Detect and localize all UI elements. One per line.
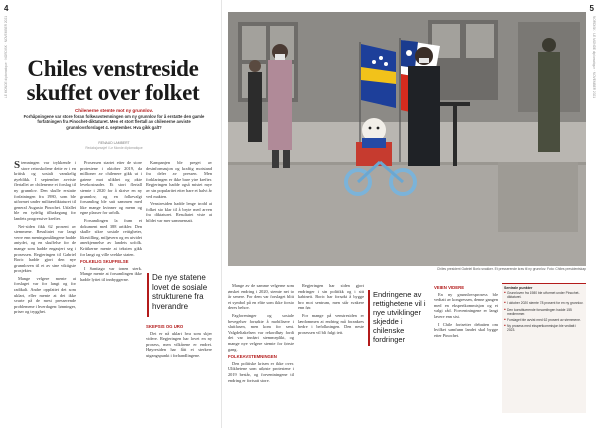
left-page-number: 4 bbox=[4, 4, 9, 13]
right-folio-strip: NORDISK · LE MONDE diplomatique · NOVEMBER 2021 bbox=[592, 16, 596, 99]
fact-list bbox=[504, 291, 584, 332]
subheading: VEIEN VIDERE bbox=[434, 285, 465, 290]
quote-bar bbox=[147, 273, 149, 317]
paragraph: Forsamlingen la fram et dokument med 388 artikler. Den skulle sikre sosiale rettigheter, likestilling, miljøvern og en utvidet anerkjennelse av landets urfolk. Kritikerne mente at teksten gikk for langt og ville svekke staten. bbox=[80, 217, 142, 257]
article-headline: Chiles venstreside skuffet over folket bbox=[26, 56, 200, 105]
fact-box-title: Sentrale punkter bbox=[504, 286, 533, 290]
fact-item: ■ Den konstituerende forsamlingen hadde 155 medlemmer. bbox=[504, 308, 584, 316]
paragraph: I Santiago var tonen sterk. Mange mente at forsamlingen ikke hadde lyttet til innbyggerne. bbox=[80, 265, 142, 282]
paragraph: Prosessen startet etter de store protestene i oktober 2019, da millioner av chilenere gikk ut i gatene mot ulikhet og økte levekostnader. Et stort flertall stemte i 2020 for å skrive en ny grunnlov, og en folkevalgt forsamling ble satt sammen med like mange kvinner og menn og egne plasser for urfolk. bbox=[80, 160, 142, 216]
subheading: SKEPSIS OG URO bbox=[146, 324, 184, 329]
article-photo bbox=[228, 12, 586, 266]
article-kicker: Chilenerne stemte mot ny grunnlov. bbox=[74, 108, 154, 113]
paragraph: Stemningen var trykkende i store retroskolene dette er i en kritisk og sosialt vanskelig øyeblikk. I september avviste flertallet av chilenerne et forslag til ny grunnlov. Den skulle erstatte forfatningen fra 1980, som ble utformet under militærdiktaturet til general Augusto Pinochet. Utfallet ble en tydelig tilbakegang for landets progressive krefter. bbox=[14, 160, 76, 221]
pull-quote-text: De nye statene lovet de sosiale strukturene fra hverandre bbox=[152, 273, 208, 311]
subheading: FOLKELIG SKUFFELSE bbox=[80, 259, 129, 265]
fact-item: ■ Grunnloven fra 1980 ble utformet under Pinochet-diktaturet. bbox=[504, 291, 584, 299]
pull-quote-1 bbox=[147, 273, 211, 317]
body-column-6 bbox=[434, 283, 498, 422]
paragraph: For mange på venstresiden er lærdommen at endring må forankres bedre i befolkningen. Den neste prosessen vil bli fulgt tett. bbox=[298, 312, 364, 335]
photo-illustration bbox=[228, 12, 586, 266]
paragraph: Regjeringen har siden gjort endringer i sin politikk og i sitt kabinett. Boric har forsøkt å bygge bro mot sentrum, men står svakere enn før. bbox=[298, 283, 364, 311]
paragraph: Den politiske krisen er ikke over. Ulikhetene som utløste protestene i 2019 består, og forventningene til endring er fortsatt store. bbox=[228, 360, 294, 383]
right-page-number: 5 bbox=[589, 4, 594, 13]
paragraph: Det er nå uklart hva som skjer videre. Regjeringen har lovet en ny prosess, men vilkårene er endret. Høyresiden har fått et sterkere utgangspunkt i forhandlingene. bbox=[146, 330, 212, 358]
quote-bar bbox=[368, 290, 370, 346]
photo-caption: Chiles president Gabriel Boric snakker. Et presserende krav til ny grunnlov. Foto: Chiles presidentskap bbox=[436, 267, 586, 271]
body-column-2 bbox=[80, 160, 142, 422]
subheading: FOLKEAVSTEMNINGEN bbox=[228, 354, 277, 360]
fact-item: ■ Forslaget ble avvist med 62 prosent av stemmene. bbox=[504, 318, 584, 322]
fact-box bbox=[502, 283, 586, 413]
byline-role: Redaksjonssjef i Le Monde diplomatique bbox=[85, 146, 143, 150]
pull-quote-2 bbox=[368, 290, 430, 346]
left-folio-strip: LE MONDE diplomatique · NORDISK · NOVEMBER 2021 bbox=[4, 16, 8, 99]
body-column-3-top bbox=[146, 160, 212, 270]
article-byline: RENAUD LAMBERT bbox=[98, 141, 130, 145]
paragraph: Mange av de samme velgerne som ønsket endring i 2020, stemte nei to år senere. For dem var forslaget blitt et symbol på en elite som ikke forsto deres behov. bbox=[228, 283, 294, 311]
body-column-5 bbox=[298, 283, 364, 422]
fact-item: ■ I oktober 2020 stemte 78 prosent for en ny grunnlov. bbox=[504, 301, 584, 305]
paragraph: Mange velgere mente at forslaget var for langt og for radikalt. Andre oppfattet det som uklart, eller mente at det ikke svarte på de mest presserende problemene i hverdagen: lønninger, priser og trygghet. bbox=[14, 275, 76, 315]
paragraph: Kampanjen ble preget av desinformasjon og kraftig motstand fra deler av pressen. Men forklaringen er ikke bare ytre krefter. Regjeringen hadde også mistet mye av sin popularitet etter bare et halvt år ved makten. bbox=[146, 160, 212, 199]
page-gutter bbox=[221, 0, 222, 428]
paragraph: Fagforeninger og sosiale bevegelser forsøkte å mobilisere i sluttfasen, men kom for sent. Valgdeltakelsen var rekordhøy fordi det var innført stemmeplikt, og mange nye velgere stemte for første gang. bbox=[228, 312, 294, 352]
article-deck: Forhåpningene var store foran folkeavstemningen om ny grunnlov for å erstatte den gamle forfatningen fra Pinochet-diktaturet. Men et stort flertall av chilenerne avviste grunnlovsforslaget 4. september. Hva gikk galt? bbox=[23, 114, 205, 130]
paragraph: I Chile fortsetter debatten om hvilket samfunn landet skal bygge etter Pinochet. bbox=[434, 321, 498, 338]
paragraph: Venstresiden hadde lenge trodd at folket sto klar til å bryte med arven fra diktaturet. Resultatet viste at bildet var mer sammensatt. bbox=[146, 201, 212, 223]
fact-item: ■ Ny prosess med ekspertkommisjon ble vedtatt i 2023. bbox=[504, 324, 584, 332]
body-column-3-bottom bbox=[146, 322, 212, 422]
pull-quote-text: Endringene av rettighetene vil i nye utviklinger skjedde i chilenske fordringer bbox=[373, 290, 426, 344]
body-column-1 bbox=[14, 160, 76, 422]
body-column-4 bbox=[228, 283, 294, 422]
paragraph: Nei-siden fikk 62 prosent av stemmene. Resultatet var langt verre enn meningsmålingene hadde antydet, og en skuffelse for de mange som hadde engasjert seg i prosessen. Regjeringen til Gabriel Boric hadde gjort den nye grunnloven til et av sine viktigste prosjekter. bbox=[14, 223, 76, 274]
paragraph: En ny grunnlovsprosess ble vedtatt av kongressen, denne gangen med en ekspertkommisjon og et valgt råd. Forventningene er langt lavere enn sist. bbox=[434, 291, 498, 319]
